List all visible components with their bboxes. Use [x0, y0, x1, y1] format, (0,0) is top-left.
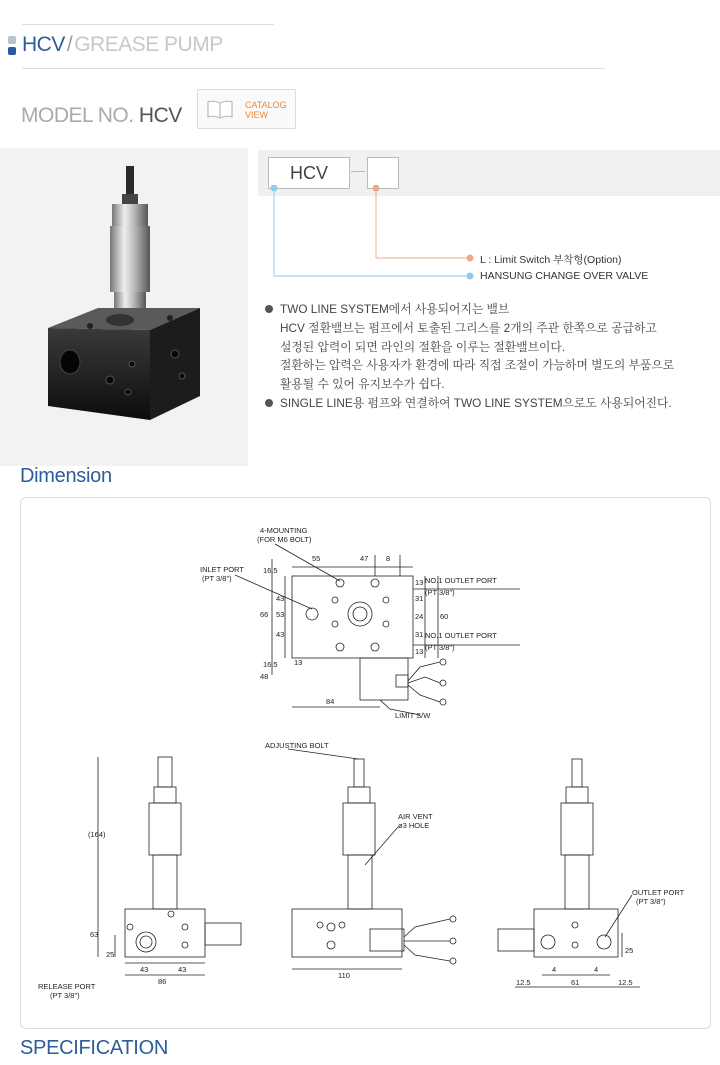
model-number [21, 104, 182, 128]
outlet1-label: NO.1 OUTLET PORT [425, 576, 497, 585]
dim-25-right: 25 [625, 946, 634, 955]
product-photo [0, 148, 248, 466]
base-label: HANSUNG CHANGE OVER VALVE [480, 270, 649, 282]
inlet-label: INLET PORT [200, 565, 244, 574]
dim-12-5-a: 12.5 [516, 978, 531, 987]
description-line: TWO LINE SYSTEM에서 사용되어지는 밸브 [265, 300, 705, 319]
dim-53: 53 [276, 610, 285, 619]
outlet-port-size: (PT 3/8") [636, 897, 666, 906]
dim-12-5-b: 12.5 [618, 978, 633, 987]
limit-switch-label: LIMIT S/W [395, 711, 431, 720]
air-hole-label: ø3 HOLE [398, 821, 430, 830]
dim-25-front: 25 [106, 950, 115, 959]
specification-title: SPECIFICATION [20, 1037, 168, 1059]
dim-47: 47 [360, 554, 369, 563]
product-code: HCV [22, 33, 65, 56]
outlet1-size: (PT 3/8") [425, 588, 455, 597]
dim-16-5-top: 16.5 [263, 566, 278, 575]
product-description [265, 300, 705, 413]
model-prefix: MODEL NO. [21, 104, 134, 127]
description-line: 설정된 압력이 되면 라인의 절환을 이루는 절환밸브이다. [280, 339, 566, 354]
dim-66: 66 [260, 610, 269, 619]
dim-4-b: 4 [594, 965, 599, 974]
dimension-drawing [20, 497, 710, 1027]
model-code: HCV [138, 104, 182, 127]
catalog-view-button[interactable] [197, 89, 296, 129]
product-category: GREASE PUMP [74, 33, 223, 56]
dimension-title: Dimension [20, 465, 112, 487]
outlet2-label: NO.1 OUTLET PORT [425, 631, 497, 640]
option-label: L : Limit Switch 부착형(Option) [480, 254, 622, 266]
release-port-label: RELEASE PORT [38, 982, 96, 991]
outlet2-size: (PT 3/8") [425, 643, 455, 652]
dim-13-b: 13 [415, 647, 424, 656]
model-code-box: HCV [268, 157, 350, 189]
description-line: SINGLE LINE용 펌프와 연결하여 TWO LINE SYSTEM으로도 사용되어진다. [265, 394, 705, 413]
mounting-label: 4-MOUNTING [260, 526, 308, 535]
catalog-label-2: VIEW [245, 110, 269, 120]
dim-13-a: 13 [415, 578, 424, 587]
inlet-size: (PT 3/8") [202, 574, 232, 583]
dim-24: 24 [415, 612, 424, 621]
header-top-divider [22, 24, 274, 25]
dim-8: 8 [386, 554, 391, 563]
dim-13-c: 13 [294, 658, 303, 667]
dim-48: 48 [260, 672, 269, 681]
dim-43-front-a: 43 [140, 965, 149, 974]
open-book-icon [206, 98, 234, 120]
dim-55: 55 [312, 554, 321, 563]
description-line: 활용될 수 있어 유지보수가 쉽다. [280, 377, 445, 392]
catalog-label-1: CATALOG [245, 100, 287, 110]
dim-31-a: 31 [415, 594, 424, 603]
mounting-note: (FOR M6 BOLT) [257, 535, 312, 544]
section-marker-icon [8, 36, 16, 56]
dim-43-b: 43 [276, 630, 285, 639]
description-line: 절환하는 압력은 사용자가 환경에 따라 직접 조절이 가능하며 별도의 부품으로 [280, 358, 675, 373]
dim-43-a: 43 [276, 594, 285, 603]
dim-61: 61 [571, 978, 580, 987]
dim-63: 63 [90, 930, 99, 939]
dim-60: 60 [440, 612, 449, 621]
code-dash [351, 171, 365, 172]
description-line: HCV 절환밸브는 펌프에서 토출된 그리스를 2개의 주관 한쪽으로 공급하고 [280, 320, 657, 335]
release-port-size: (PT 3/8") [50, 991, 80, 1000]
dim-43-front-b: 43 [178, 965, 187, 974]
dim-4-a: 4 [552, 965, 557, 974]
outlet-port-label: OUTLET PORT [632, 888, 685, 897]
dim-86: 86 [158, 977, 167, 986]
page-title [22, 33, 223, 57]
title-separator: / [66, 33, 73, 56]
header-divider [22, 68, 605, 69]
dim-84: 84 [326, 697, 335, 706]
dim-31-b: 31 [415, 630, 424, 639]
code-connector-lines [262, 185, 482, 285]
adjusting-bolt-label: ADJUSTING BOLT [265, 741, 329, 750]
dim-110: 110 [338, 971, 350, 980]
air-vent-label: AIR VENT [398, 812, 433, 821]
dim-16-5-bottom: 16.5 [263, 660, 278, 669]
dim-164: (164) [88, 830, 106, 839]
